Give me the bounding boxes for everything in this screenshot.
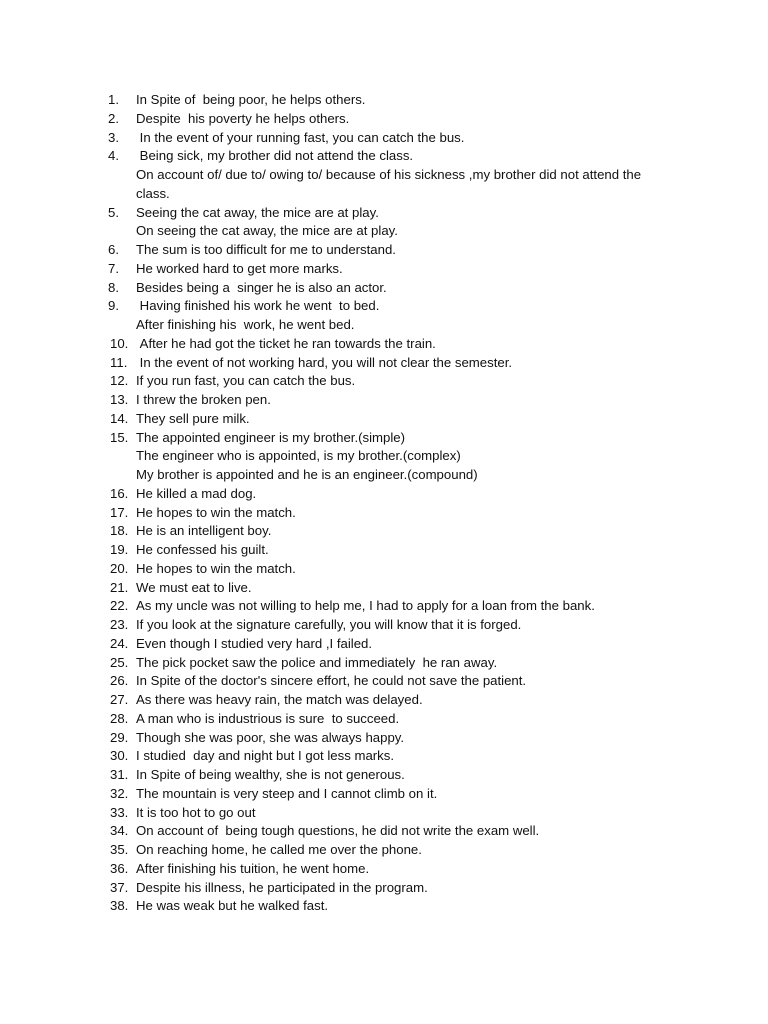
- item-text-line: My brother is appointed and he is an engineer.(compound): [136, 467, 478, 482]
- item-number: 10.: [110, 335, 129, 351]
- item-text-line: If you look at the signature carefully, you will know that it is forged.: [136, 617, 522, 632]
- item-number: 15.: [110, 429, 129, 445]
- item-text-line: On reaching home, he called me over the phone.: [136, 842, 422, 857]
- item-text-line: After he had got the ticket he ran towards the train.: [136, 335, 436, 351]
- item-text-line: The appointed engineer is my brother.(simple): [136, 429, 406, 445]
- item-number: 31.: [110, 767, 129, 782]
- item-text-line: If you run fast, you can catch the bus.: [136, 373, 356, 389]
- item-text-line: In Spite of the doctor's sincere effort, he could not save the patient.: [136, 673, 527, 689]
- item-number: 26.: [110, 673, 129, 689]
- item-text-line: The pick pocket saw the police and immediately he ran away.: [136, 654, 498, 670]
- list-item: [108, 579, 708, 598]
- list-item: [108, 616, 708, 635]
- item-number: 13.: [110, 392, 129, 407]
- item-number: 19.: [110, 542, 129, 557]
- list-item: [108, 654, 708, 673]
- list-item: [108, 297, 708, 335]
- item-text-line: On account of being tough questions, he did not write the exam well.: [136, 823, 540, 839]
- list-item: [108, 91, 708, 110]
- list-item: [108, 391, 708, 410]
- list-item: [108, 747, 708, 766]
- list-item: [108, 204, 708, 242]
- item-number: 8.: [108, 279, 119, 295]
- list-item: [108, 560, 708, 579]
- item-number: 27.: [110, 692, 129, 707]
- item-text-line: He hopes to win the match.: [136, 560, 296, 576]
- item-text-line: On seeing the cat away, the mice are at play.: [136, 223, 398, 239]
- item-text-line: Seeing the cat away, the mice are at play.: [136, 204, 379, 220]
- list-item: [108, 879, 708, 898]
- item-number: 16.: [110, 485, 129, 501]
- list-item: [108, 354, 708, 373]
- item-text-line: Having finished his work he went to bed.: [136, 298, 380, 314]
- list-item: [108, 729, 708, 748]
- item-text-line: It is too hot to go out: [136, 804, 256, 820]
- item-text-line: Despite his illness, he participated in the program.: [136, 879, 428, 895]
- list-item: [108, 597, 708, 616]
- item-number: 20.: [110, 560, 129, 576]
- list-item: [108, 860, 708, 879]
- list-item: [108, 841, 708, 860]
- list-item: [108, 110, 708, 129]
- list-item: [108, 897, 708, 916]
- list-item: [108, 279, 708, 298]
- item-number: 36.: [110, 860, 129, 876]
- item-text-line: A man who is industrious is sure to succeed.: [136, 710, 400, 726]
- list-item: [108, 147, 708, 203]
- item-text-line: He was weak but he walked fast.: [136, 898, 329, 914]
- list-item: [108, 785, 708, 804]
- list-item: [108, 541, 708, 560]
- item-number: 29.: [110, 729, 129, 745]
- item-text-line: Despite his poverty he helps others.: [136, 110, 350, 126]
- item-number: 38.: [110, 898, 129, 914]
- item-text-line: Besides being a singer he is also an actor.: [136, 279, 387, 295]
- item-number: 18.: [110, 523, 129, 539]
- item-text-line: After finishing his work, he went bed.: [136, 317, 355, 332]
- item-number: 28.: [110, 710, 129, 726]
- item-text-line: He confessed his guilt.: [136, 542, 269, 557]
- item-number: 1.: [108, 92, 119, 107]
- item-text-line: After finishing his tuition, he went home.: [136, 860, 370, 876]
- list-item: [108, 522, 708, 541]
- item-text-line: In Spite of being poor, he helps others.: [136, 92, 366, 107]
- list-item: [108, 429, 708, 485]
- item-text-line: He hopes to win the match.: [136, 504, 296, 520]
- list-item: [108, 485, 708, 504]
- item-text-line: Even though I studied very hard ,I failed.: [136, 635, 373, 651]
- item-number: 4.: [108, 148, 119, 164]
- list-item: [108, 372, 708, 391]
- list-item: [108, 260, 708, 279]
- item-text-line: I studied day and night but I got less marks.: [136, 748, 395, 764]
- list-item: [108, 672, 708, 691]
- item-number: 12.: [110, 373, 129, 389]
- item-number: 5.: [108, 204, 119, 220]
- list-item: [108, 822, 708, 841]
- item-text-line: As my uncle was not willing to help me, I had to apply for a loan from the bank.: [136, 598, 595, 614]
- item-text-line: He killed a mad dog.: [136, 485, 257, 501]
- item-text-line: The sum is too difficult for me to understand.: [136, 242, 396, 257]
- list-item: [108, 766, 708, 785]
- item-number: 35.: [110, 842, 129, 857]
- list-item: [108, 635, 708, 654]
- item-text-line: Though she was poor, she was always happy.: [136, 729, 405, 745]
- list-item: [108, 804, 708, 823]
- list-item: [108, 241, 708, 260]
- item-text-line: The mountain is very steep and I cannot climb on it.: [136, 785, 438, 801]
- list-item: [108, 335, 708, 354]
- item-number: 37.: [110, 879, 129, 895]
- sentence-list: [108, 91, 708, 916]
- item-text-line: In the event of your running fast, you can catch the bus.: [136, 129, 465, 145]
- item-text-line: The engineer who is appointed, is my brother.(complex): [136, 448, 461, 464]
- item-number: 34.: [110, 823, 129, 839]
- item-number: 30.: [110, 748, 129, 764]
- list-item: [108, 691, 708, 710]
- item-number: 22.: [110, 598, 129, 614]
- item-text-line: He is an intelligent boy.: [136, 523, 272, 539]
- item-text-line: class.: [136, 185, 170, 201]
- item-number: 9.: [108, 298, 119, 314]
- item-number: 3.: [108, 129, 119, 145]
- list-item: [108, 410, 708, 429]
- list-item: [108, 504, 708, 523]
- item-text-line: As there was heavy rain, the match was delayed.: [136, 692, 423, 707]
- item-number: 11.: [110, 354, 128, 370]
- item-number: 25.: [110, 654, 129, 670]
- item-text-line: They sell pure milk.: [136, 410, 250, 426]
- item-number: 33.: [110, 804, 129, 820]
- item-text-line: He worked hard to get more marks.: [136, 260, 343, 276]
- item-number: 7.: [108, 260, 119, 276]
- list-item: [108, 710, 708, 729]
- item-text-line: Being sick, my brother did not attend the class.: [136, 148, 414, 164]
- item-text-line: In the event of not working hard, you will not clear the semester.: [136, 354, 513, 370]
- item-number: 23.: [110, 617, 129, 632]
- item-number: 32.: [110, 785, 129, 801]
- item-number: 14.: [110, 410, 129, 426]
- item-number: 21.: [110, 579, 129, 595]
- item-number: 17.: [110, 504, 129, 520]
- list-item: [108, 129, 708, 148]
- item-number: 6.: [108, 242, 119, 257]
- item-number: 24.: [110, 635, 129, 651]
- item-text-line: In Spite of being wealthy, she is not generous.: [136, 767, 405, 782]
- item-text-line: On account of/ due to/ owing to/ because of his sickness ,my brother did not attend the: [136, 167, 642, 182]
- item-number: 2.: [108, 110, 119, 126]
- item-text-line: We must eat to live.: [136, 579, 252, 595]
- item-text-line: I threw the broken pen.: [136, 392, 271, 407]
